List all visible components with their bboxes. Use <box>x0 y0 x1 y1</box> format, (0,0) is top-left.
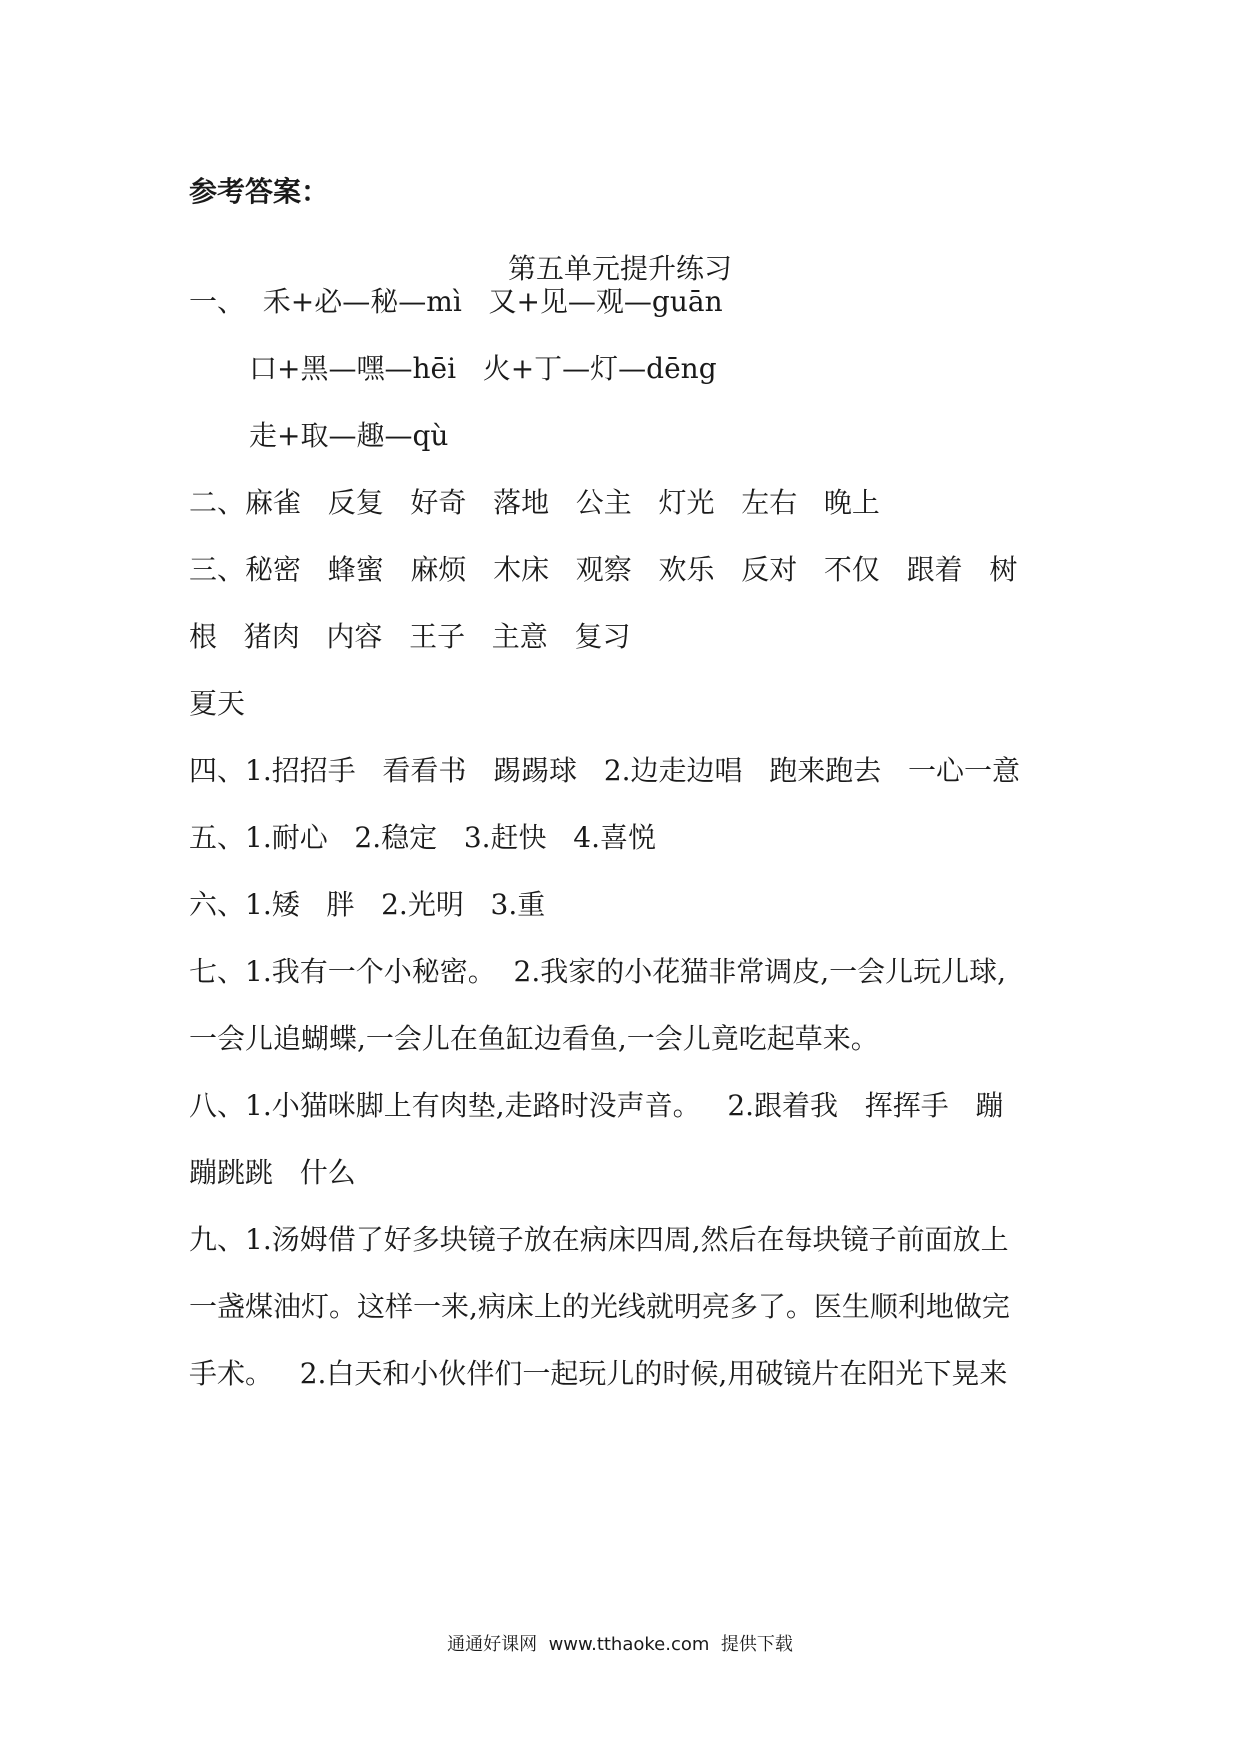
answer-line: 一会儿追蝴蝶,一会儿在鱼缸边看鱼,一会儿竟吃起草来。 <box>189 1022 879 1055</box>
answer-line: 三、秘密 蜂蜜 麻烦 木床 观察 欢乐 反对 不仅 跟着 树 <box>189 553 1018 586</box>
answer-line: 七、1.我有一个小秘密。 2.我家的小花猫非常调皮,一会儿玩儿球, <box>189 955 1007 988</box>
answer-line: 一、 禾+必—秘—mì 又+见—观—guān <box>189 285 723 318</box>
answer-line: 八、1.小猫咪脚上有肉垫,走路时没声音。 2.跟着我 挥挥手 蹦 <box>189 1089 1004 1122</box>
answer-line: 手术。 2.白天和小伙伴们一起玩儿的时候,用破镜片在阳光下晃来 <box>189 1357 1008 1390</box>
footer-source: 通通好课网 www.tthaoke.com 提供下载 <box>447 1634 793 1655</box>
answer-line: 五、1.耐心 2.稳定 3.赶快 4.喜悦 <box>189 821 656 854</box>
unit-title: 第五单元提升练习 <box>507 252 732 285</box>
answer-line: 一盏煤油灯。这样一来,病床上的光线就明亮多了。医生顺利地做完 <box>189 1290 1010 1323</box>
answer-line: 走+取—趣—qù <box>249 419 449 452</box>
answer-heading: 参考答案： <box>189 175 330 208</box>
answer-line: 蹦跳跳 什么 <box>189 1156 356 1189</box>
answer-line: 二、麻雀 反复 好奇 落地 公主 灯光 左右 晚上 <box>189 486 880 519</box>
answer-line: 四、1.招招手 看看书 踢踢球 2.边走边唱 跑来跑去 一心一意 <box>189 754 1020 787</box>
answer-line: 根 猪肉 内容 王子 主意 复习 <box>189 620 631 653</box>
answer-line: 九、1.汤姆借了好多块镜子放在病床四周,然后在每块镜子前面放上 <box>189 1223 1009 1256</box>
answer-line: 六、1.矮 胖 2.光明 3.重 <box>189 888 546 921</box>
answer-line: 夏天 <box>189 687 246 720</box>
answer-line: 口+黑—嘿—hēi 火+丁—灯—dēng <box>249 352 717 385</box>
